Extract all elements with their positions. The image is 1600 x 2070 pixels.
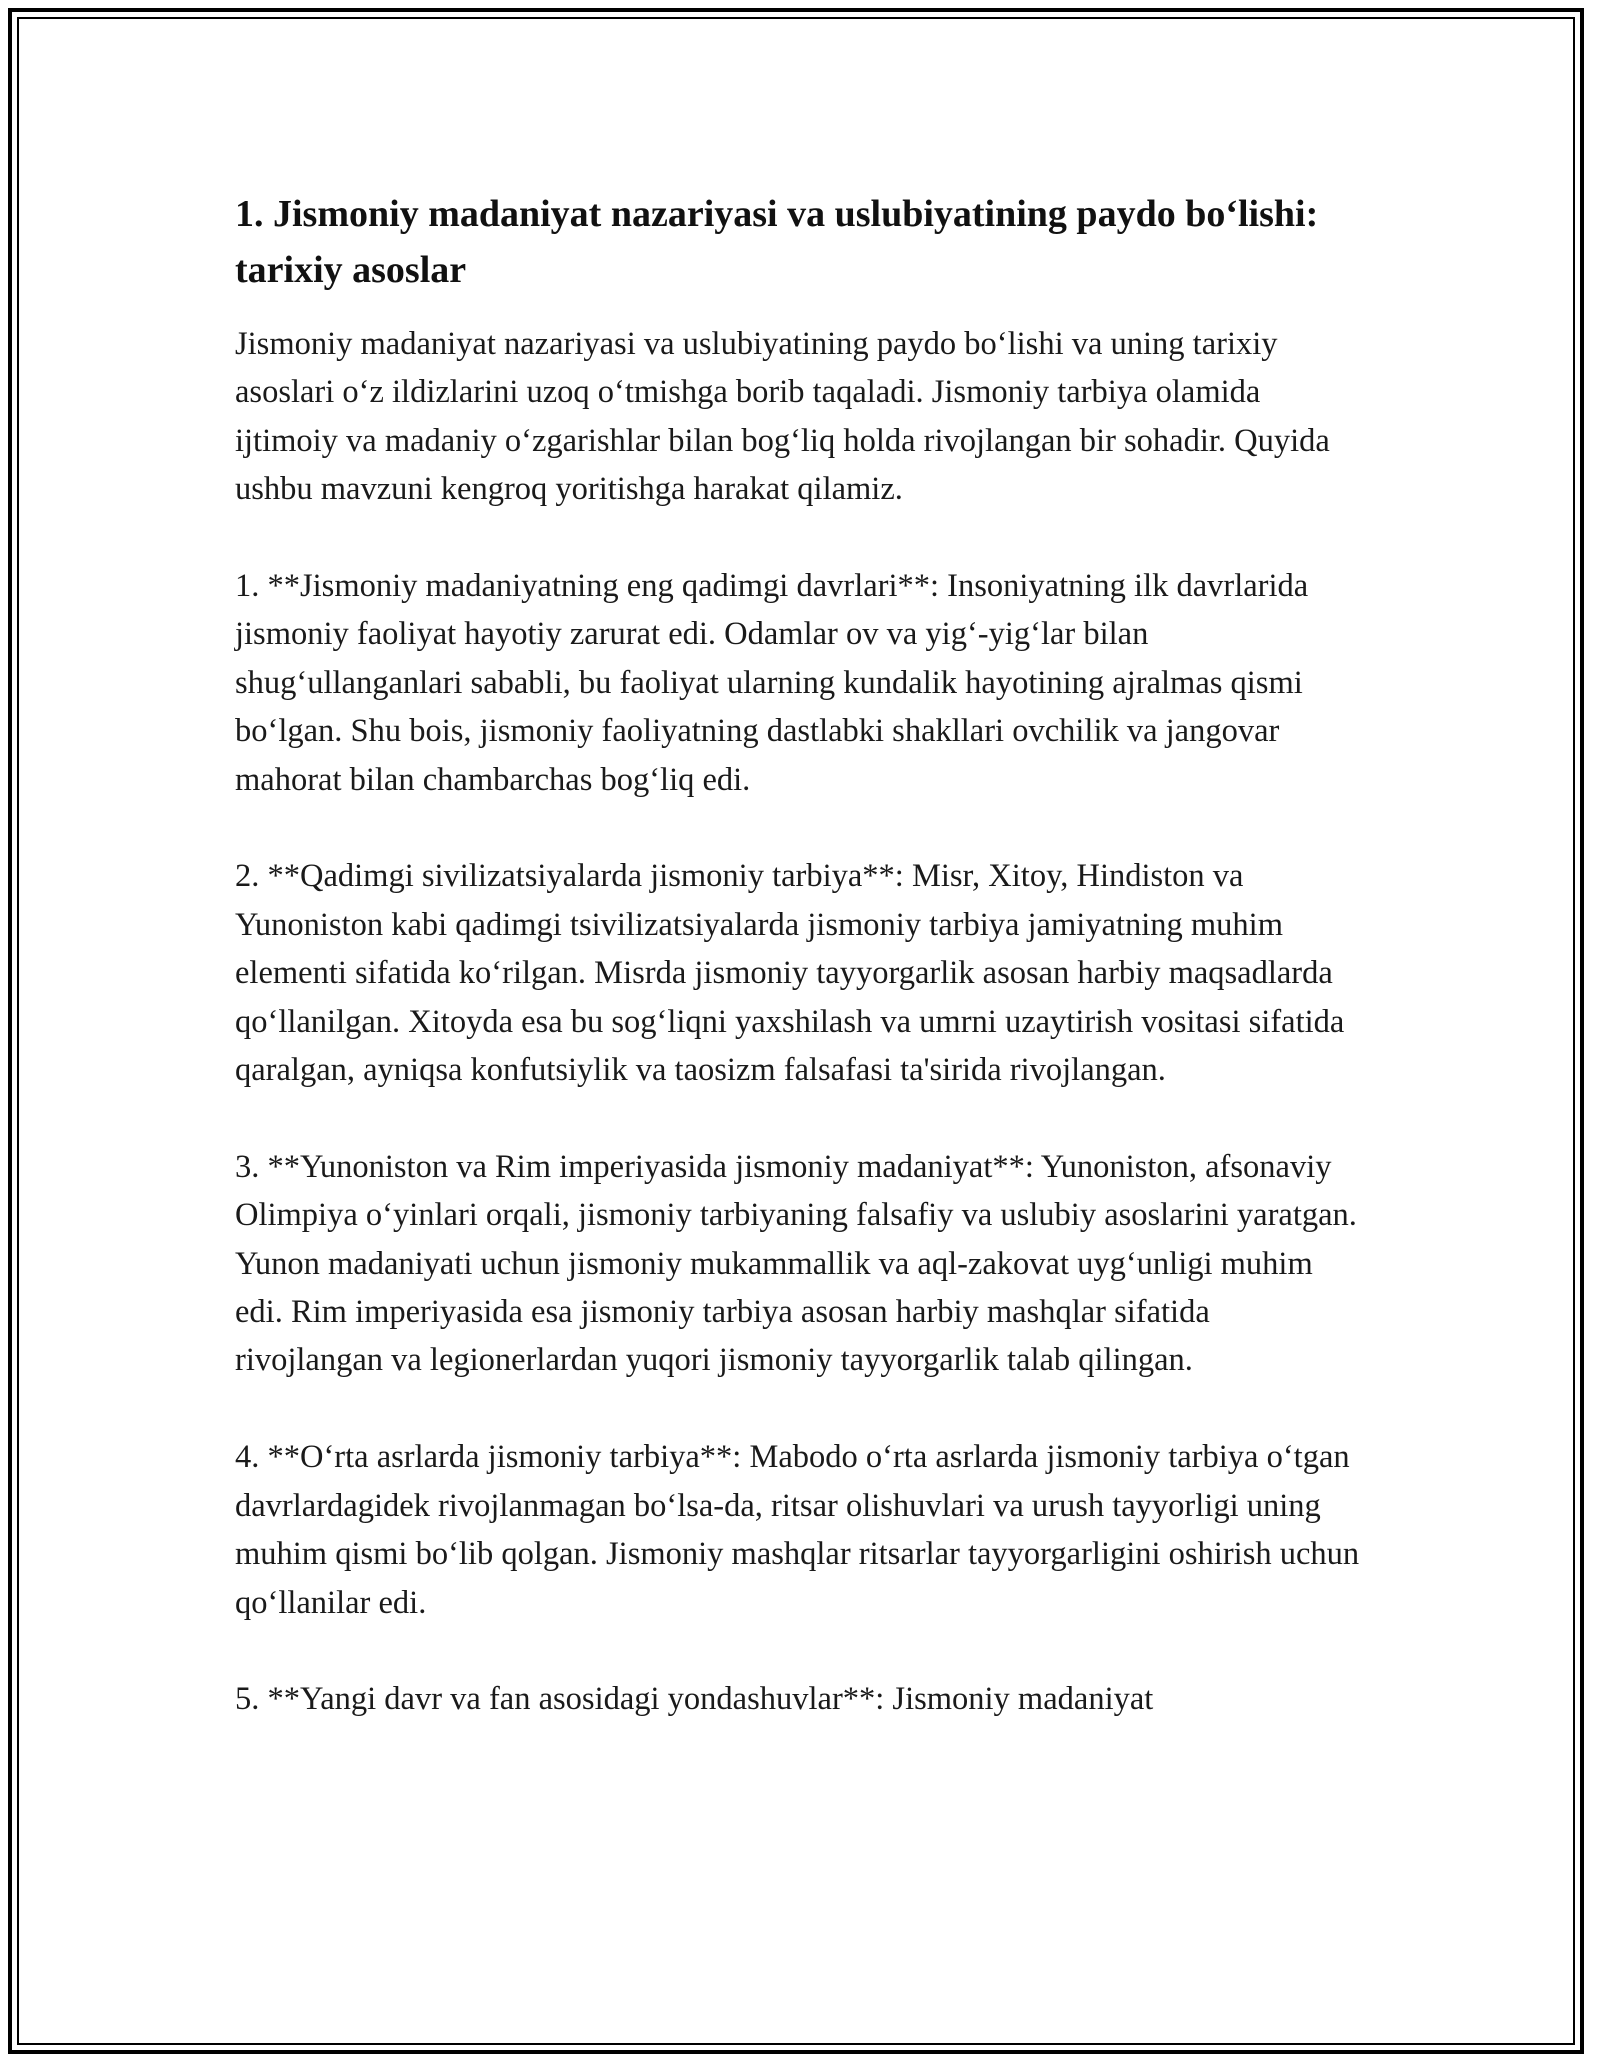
list-item-1: 1. **Jismoniy madaniyatning eng qadimgi davrlari**: Insoniyatning ilk davrlarida jismoniy faoliyat hayotiy zarurat edi. Odamlar ov va yig‘-yig‘lar bilan shug‘ullanganlari sababli, bu faoliyat ularning kundalik hayotining ajralmas qismi bo‘lgan. Shu bois, jismoniy faoliyatning dastlabki shakllari ovchilik va jangovar mahorat bilan chambarchas bog‘liq edi. bbox=[235, 568, 1309, 798]
intro-paragraph: Jismoniy madaniyat nazariyasi va uslubiyatining paydo bo‘lishi va uning tarixiy asoslari o‘z ildizlarini uzoq o‘tmishga borib taqaladi. Jismoniy tarbiya olamida ijtimoiy va madaniy o‘zgarishlar bilan bog‘liq holda rivojlangan bir sohadir. Quyida ushbu mavzuni kengroq yoritishga harakat qilamiz. bbox=[235, 326, 1330, 508]
list-item-3: 3. **Yunoniston va Rim imperiyasida jismoniy madaniyat**: Yunoniston, afsonaviy Olimpiya o‘yinlari orqali, jismoniy tarbiyaning falsafiy va uslubiy asoslarini yaratgan. Yunon madaniyati uchun jismoniy mukammallik va aql-zakovat uyg‘unligi muhim edi. Rim imperiyasida esa jismoniy tarbiya asosan harbiy mashqlar sifatida rivojlangan va legionerlardan yuqori jismoniy tayyorgarlik talab qilingan. bbox=[235, 1148, 1357, 1379]
document-body bbox=[235, 186, 1365, 1772]
list-item-5: 5. **Yangi davr va fan asosidagi yondashuvlar**: Jismoniy madaniyat bbox=[235, 1681, 1154, 1718]
page-title: 1. Jismoniy madaniyat nazariyasi va uslubiyatining paydo bo‘lishi: tarixiy asoslar bbox=[235, 193, 1319, 291]
list-item-2: 2. **Qadimgi sivilizatsiyalarda jismoniy tarbiya**: Misr, Xitoy, Hindiston va Yunoniston kabi qadimgi tsivilizatsiyalarda jismoniy tarbiya jamiyatning muhim elementi sifatida ko‘rilgan. Misrda jismoniy tayyorgarlik asosan harbiy maqsadlarda qo‘llanilgan. Xitoyda esa bu sog‘liqni yaxshilash va umrni uzaytirish vositasi sifatida qaralgan, ayniqsa konfutsiylik va taosizm falsafasi ta'sirida rivojlangan. bbox=[235, 858, 1345, 1089]
list-item-4: 4. **O‘rta asrlarda jismoniy tarbiya**: Mabodo o‘rta asrlarda jismoniy tarbiya o‘tgan davrlardagidek rivojlanmagan bo‘lsa-da, ritsar olishuvlari va urush tayyorligi uning muhim qismi bo‘lib qolgan. Jismoniy mashqlar ritsarlar tayyorgarligini oshirish uchun qo‘llanilar edi. bbox=[235, 1439, 1360, 1621]
